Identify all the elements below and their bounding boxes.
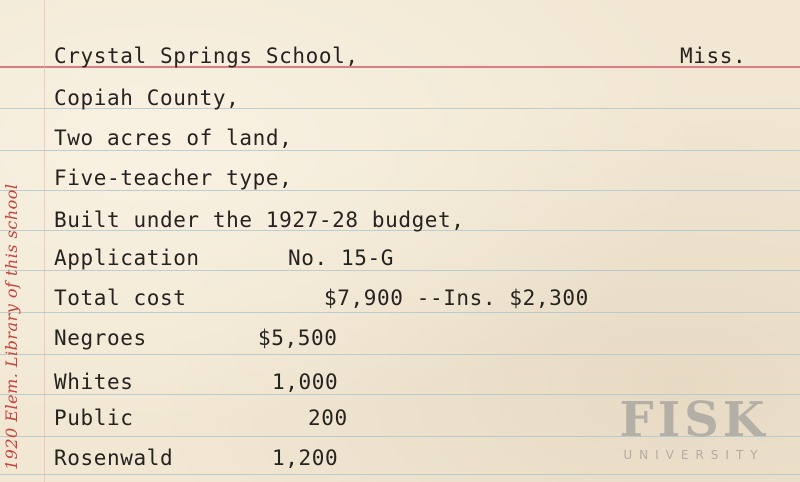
rosenwald-value: 1,200 (272, 446, 339, 470)
margin-line (44, 0, 45, 482)
negroes-value: $5,500 (258, 326, 338, 350)
whites-value: 1,000 (272, 370, 339, 394)
watermark-subtitle: UNIVERSITY (623, 448, 765, 462)
ruled-line (0, 190, 800, 191)
rosenwald-label: Rosenwald (54, 446, 174, 470)
application-label: Application (54, 246, 200, 270)
state-abbreviation: Miss. (680, 44, 747, 68)
total-cost-value: $7,900 --Ins. $2,300 (324, 286, 589, 310)
ruled-line (0, 150, 800, 151)
type-line: Five-teacher type, (54, 166, 293, 190)
land-line: Two acres of land, (54, 126, 293, 150)
ruled-line (0, 474, 800, 475)
ruled-line (0, 270, 800, 271)
negroes-label: Negroes (54, 326, 147, 350)
ruled-line (0, 354, 800, 355)
county-line: Copiah County, (54, 86, 240, 110)
whites-label: Whites (54, 370, 134, 394)
public-label: Public (54, 406, 134, 430)
total-cost-label: Total cost (54, 286, 187, 310)
fisk-university-watermark (600, 392, 788, 472)
application-number: No. 15-G (288, 246, 394, 270)
watermark-word: FISK (619, 392, 769, 448)
school-name: Crystal Springs School, (54, 44, 359, 68)
public-value: 200 (308, 406, 348, 430)
ruled-line (0, 312, 800, 313)
budget-line: Built under the 1927-28 budget, (54, 208, 465, 232)
margin-handwritten-note: 1920 Elem. Library of this school (2, 183, 21, 470)
